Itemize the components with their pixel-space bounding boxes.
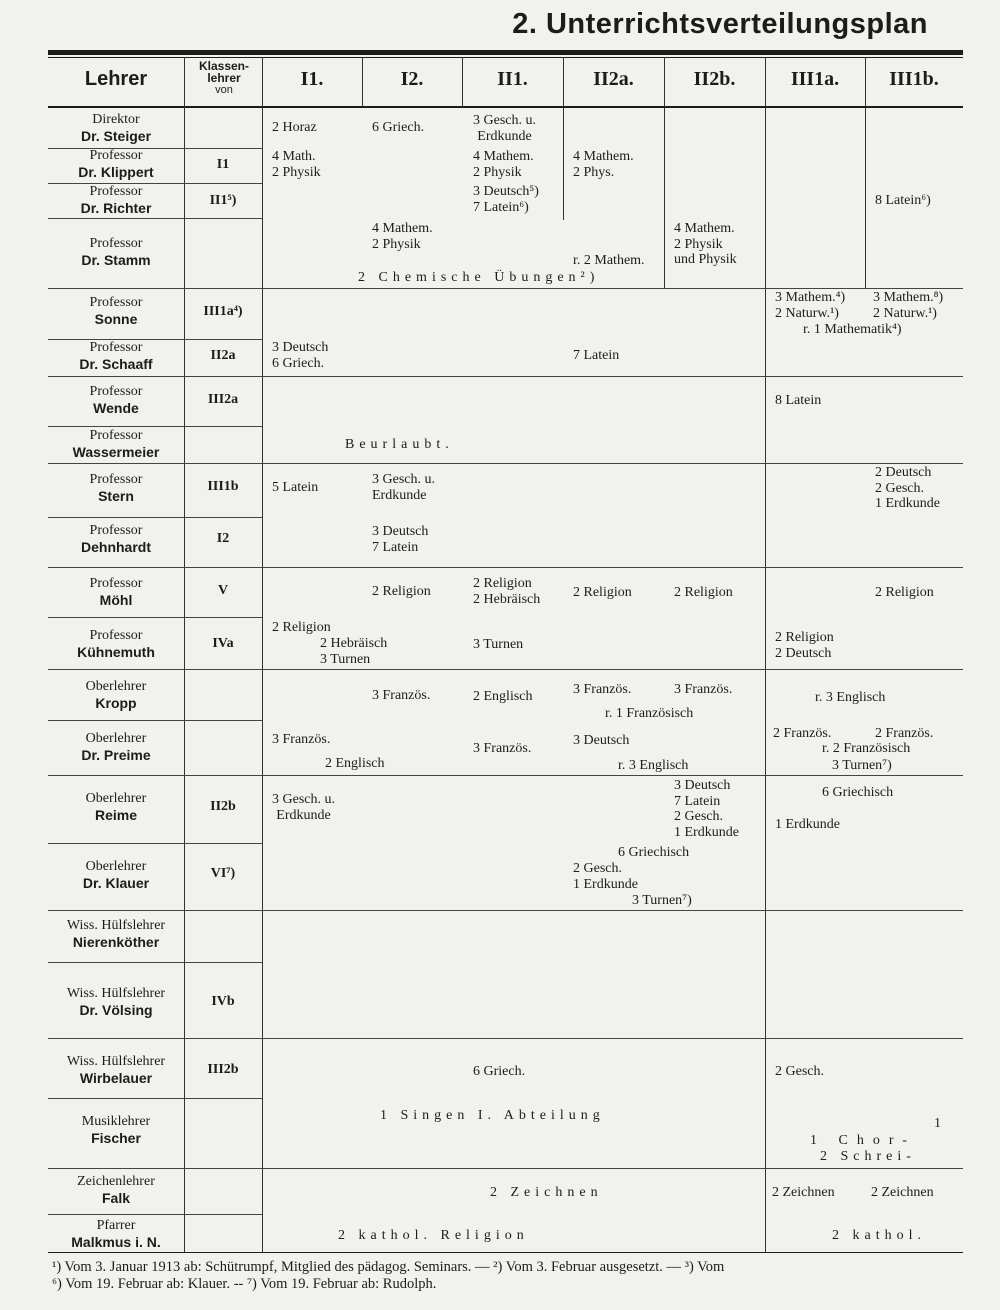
teacher-role: Direktor: [92, 112, 140, 127]
klassenlehrer-cell: II1⁵): [209, 193, 237, 208]
bottom-rule: [48, 1252, 963, 1253]
teacher-cell: [48, 918, 184, 950]
teacher-name: Dr. Völsing: [79, 1002, 153, 1018]
teacher-name: Wende: [93, 400, 139, 416]
top-rule: [48, 50, 963, 55]
col-line: [765, 57, 766, 1252]
schedule-entry: 2 Zeichnen: [490, 1185, 603, 1200]
schedule-entry: 7 Latein: [573, 348, 620, 363]
teacher-role: Professor: [89, 184, 143, 199]
schedule-entry: 2 Zeichnen: [772, 1185, 835, 1200]
teacher-cell: [48, 576, 184, 608]
schedule-entry: 1 Chor-: [810, 1133, 916, 1148]
col-line: [362, 57, 363, 107]
teacher-name: Dr. Preime: [81, 747, 151, 763]
row-line: [48, 962, 262, 963]
row-line: [48, 1038, 963, 1039]
teacher-role: Zeichenlehrer: [77, 1174, 155, 1189]
teacher-role: Professor: [89, 472, 143, 487]
schedule-entry: 2 Schrei-: [820, 1149, 916, 1164]
teacher-cell: [48, 236, 184, 268]
schedule-entry: 2 Religion: [272, 620, 331, 635]
teacher-role: Oberlehrer: [85, 859, 147, 874]
schedule-entry: 3 Turnen⁷): [832, 758, 892, 773]
schedule-entry: 2 Englisch: [325, 756, 385, 771]
schedule-entry: 2 Gesch. 1 Erdkunde: [573, 861, 638, 892]
schedule-entry: 2 Religion: [372, 584, 431, 599]
teacher-role: Oberlehrer: [85, 731, 147, 746]
teacher-cell: [48, 523, 184, 555]
schedule-entry: 2 Religion 2 Deutsch: [775, 630, 834, 661]
schedule-entry: 2 Religion: [573, 585, 632, 600]
schedule-entry: 5 Latein: [272, 480, 319, 495]
header-class-i1: I1.: [300, 68, 324, 90]
teacher-name: Wirbelauer: [79, 1070, 153, 1086]
row-line: [48, 1098, 262, 1099]
schedule-entry: 2 Horaz: [272, 120, 317, 135]
schedule-entry: 2 Zeichnen: [871, 1185, 934, 1200]
row-line: [48, 669, 963, 670]
col-line: [865, 108, 866, 288]
teacher-name: Dr. Schaaff: [79, 356, 153, 372]
schedule-entry: 2 Religion: [875, 585, 934, 600]
header-class-iii1b: III1b.: [889, 68, 939, 90]
teacher-role: Wiss. Hülfslehrer: [66, 986, 166, 1001]
row-line: [48, 1214, 262, 1215]
schedule-entry: 6 Griechisch: [822, 785, 894, 800]
klassenlehrer-cell: II2a: [210, 348, 236, 363]
klassenlehrer-cell: V: [217, 583, 229, 598]
teacher-role: Professor: [89, 428, 143, 443]
top-rule-thin: [48, 57, 963, 58]
teacher-name: Nierenköther: [72, 934, 160, 950]
schedule-entry: 3 Mathem.⁴) 2 Naturw.¹): [775, 290, 846, 321]
teacher-cell: [48, 295, 184, 327]
header-class-ii2b: II2b.: [693, 68, 736, 90]
teacher-role: Wiss. Hülfslehrer: [66, 1054, 166, 1069]
schedule-entry: 3 Gesch. u. Erdkunde: [372, 472, 435, 503]
teacher-role: Wiss. Hülfslehrer: [66, 918, 166, 933]
schedule-entry: 3 Turnen⁷): [632, 893, 692, 908]
teacher-name: Falk: [101, 1190, 130, 1206]
teacher-name: Stern: [98, 488, 134, 504]
klassenlehrer-cell: III1a⁴): [203, 304, 243, 319]
schedule-entry: 2 Religion 2 Hebräisch: [473, 576, 541, 607]
teacher-role: Oberlehrer: [85, 679, 147, 694]
schedule-entry: 3 Turnen: [473, 637, 524, 652]
schedule-entry: 6 Griech.: [372, 120, 425, 135]
schedule-entry: 6 Griechisch: [618, 845, 690, 860]
teacher-cell: [48, 731, 184, 763]
schedule-entry: 8 Latein⁶): [875, 193, 931, 208]
teacher-role: Professor: [89, 148, 143, 163]
header-klassenlehrer-2: lehrer: [207, 71, 241, 85]
schedule-entry: 2 Französ.: [875, 726, 934, 741]
schedule-entry: r. 3 Englisch: [618, 758, 689, 773]
schedule-entry: r. 1 Mathematik⁴): [803, 322, 902, 337]
schedule-entry: 8 Latein: [775, 393, 822, 408]
row-line: [48, 218, 262, 219]
klassenlehrer-cell: I2: [216, 531, 230, 546]
teacher-cell: [48, 384, 184, 416]
teacher-role: Professor: [89, 523, 143, 538]
klassenlehrer-cell: IVb: [211, 994, 235, 1009]
schedule-entry: 3 Deutsch 6 Griech.: [272, 340, 329, 371]
klassenlehrer-cell: III2a: [207, 392, 239, 407]
header-lehrer: Lehrer: [84, 68, 148, 90]
col-line: [563, 57, 564, 107]
schedule-entry: 2 kathol.: [832, 1228, 926, 1243]
schedule-entry: 1: [934, 1116, 941, 1131]
klassenlehrer-cell: III2b: [207, 1062, 239, 1077]
col-line: [664, 57, 665, 107]
row-line: [48, 617, 262, 618]
teacher-name: Wassermeier: [72, 444, 160, 460]
footnote-line-2: ⁶) Vom 19. Februar ab: Klauer. -- ⁷) Vom 19. Februar ab: Rudolph.: [52, 1276, 437, 1292]
header-class-iii1a: III1a.: [790, 68, 840, 90]
col-line: [664, 108, 665, 288]
row-line: [48, 288, 963, 289]
schedule-entry: 2 Französ.: [773, 726, 832, 741]
teacher-cell: [48, 340, 184, 372]
teacher-name: Sonne: [94, 311, 138, 327]
schedule-entry: 3 Deutsch 7 Latein: [372, 524, 429, 555]
teacher-role: Musiklehrer: [81, 1114, 151, 1129]
header-rule: [48, 106, 963, 108]
row-line: [48, 843, 262, 844]
teacher-role: Professor: [89, 295, 143, 310]
row-line: [48, 463, 963, 464]
schedule-entry: 3 Französ.: [674, 682, 733, 697]
header-class-ii1: II1.: [497, 68, 528, 90]
col-line: [563, 108, 564, 220]
schedule-entry: 4 Mathem. 2 Phys.: [573, 149, 634, 180]
teacher-cell: [48, 148, 184, 180]
teacher-name: Dr. Richter: [80, 200, 152, 216]
row-line: [48, 775, 963, 776]
teacher-role: Professor: [89, 236, 143, 251]
teacher-name: Kühnemuth: [77, 644, 155, 660]
schedule-entry: 3 Französ.: [473, 741, 532, 756]
schedule-entry: 2 Deutsch 2 Gesch. 1 Erdkunde: [875, 465, 940, 511]
row-line: [48, 567, 963, 568]
klassenlehrer-cell: I1: [216, 157, 230, 172]
schedule-entry: 2 kathol. Religion: [338, 1228, 529, 1243]
schedule-entry: 3 Deutsch: [573, 733, 630, 748]
teacher-cell: [48, 1218, 184, 1250]
row-line: [48, 517, 262, 518]
row-line: [48, 426, 262, 427]
teacher-cell: [48, 428, 184, 460]
teacher-role: Pfarrer: [96, 1218, 136, 1233]
teacher-cell: [48, 472, 184, 504]
footnote-line-1: ¹) Vom 3. Januar 1913 ab: Schütrumpf, Mitglied des pädagog. Seminars. — ²) Vom 3. Februar ausgesetzt. — ³) Vom: [52, 1259, 725, 1275]
klassenlehrer-cell: II2b: [210, 799, 236, 814]
schedule-entry: r. 2 Mathem.: [573, 253, 645, 268]
schedule-entry: 3 Gesch. u. Erdkunde: [272, 792, 335, 823]
schedule-entry: 4 Math. 2 Physik: [272, 149, 321, 180]
schedule-entry: r. 2 Französisch: [822, 741, 911, 756]
schedule-entry: 4 Mathem. 2 Physik und Physik: [674, 221, 737, 267]
teacher-cell: [48, 1174, 184, 1206]
teacher-name: Kropp: [95, 695, 137, 711]
row-line: [48, 720, 262, 721]
teacher-name: Fischer: [91, 1130, 141, 1146]
teacher-cell: [48, 1114, 184, 1146]
teacher-cell: [48, 679, 184, 711]
teacher-cell: [48, 628, 184, 660]
schedule-entry: Beurlaubt.: [345, 437, 454, 452]
schedule-entry: 3 Französ.: [372, 688, 431, 703]
schedule-entry: 3 Französ.: [573, 682, 632, 697]
teacher-role: Professor: [89, 576, 143, 591]
schedule-entry: 2 Gesch.: [775, 1064, 824, 1079]
teacher-cell: [48, 1054, 184, 1086]
teacher-name: Dr. Stamm: [81, 252, 151, 268]
schedule-entry: 4 Mathem. 2 Physik: [473, 149, 534, 180]
row-line: [48, 910, 963, 911]
header-von: von: [215, 84, 233, 96]
schedule-entry: 1 Erdkunde: [775, 817, 840, 832]
schedule-entry: r. 3 Englisch: [815, 690, 886, 705]
col-line: [865, 57, 866, 107]
teacher-name: Dr. Klippert: [78, 164, 154, 180]
teacher-role: Professor: [89, 628, 143, 643]
page-title: 2. Unterrichtsverteilungsplan: [512, 8, 928, 40]
teacher-role: Professor: [89, 384, 143, 399]
schedule-entry: 6 Griech.: [473, 1064, 526, 1079]
schedule-entry: 3 Französ.: [272, 732, 331, 747]
header-class-i2: I2.: [400, 68, 424, 90]
schedule-entry: 2 Englisch: [473, 689, 533, 704]
teacher-cell: [48, 986, 184, 1018]
schedule-entry: 2 Chemische Übungen²): [358, 270, 600, 285]
teacher-role: Oberlehrer: [85, 791, 147, 806]
schedule-entry: 4 Mathem. 2 Physik: [372, 221, 433, 252]
schedule-entry: 3 Gesch. u. Erdkunde: [473, 113, 536, 144]
klassenlehrer-cell: IVa: [212, 636, 234, 651]
teacher-name: Reime: [94, 807, 138, 823]
schedule-entry: 3 Deutsch 7 Latein 2 Gesch. 1 Erdkunde: [674, 778, 739, 840]
klassenlehrer-cell: VI⁷): [210, 866, 236, 881]
teacher-name: Möhl: [99, 592, 133, 608]
teacher-role: Professor: [89, 340, 143, 355]
teacher-cell: [48, 859, 184, 891]
klassenlehrer-cell: III1b: [207, 479, 239, 494]
teacher-cell: [48, 112, 184, 144]
schedule-entry: 2 Hebräisch 3 Turnen: [320, 636, 388, 667]
header-class-ii2a: II2a.: [593, 68, 634, 90]
teacher-cell: [48, 184, 184, 216]
schedule-entry: 3 Deutsch⁵) 7 Latein⁶): [473, 184, 539, 215]
header-klassenlehrer: [186, 60, 262, 96]
schedule-entry: r. 1 Französisch: [605, 706, 694, 721]
col-line: [462, 57, 463, 107]
teacher-name: Dr. Klauer: [82, 875, 150, 891]
row-line: [48, 1168, 963, 1169]
teacher-name: Malkmus i. N.: [71, 1234, 161, 1250]
teacher-name: Dehnhardt: [81, 539, 151, 555]
teacher-name: Dr. Steiger: [80, 128, 152, 144]
row-line: [48, 376, 963, 377]
teacher-cell: [48, 791, 184, 823]
schedule-entry: 3 Mathem.⁸) 2 Naturw.¹): [873, 290, 944, 321]
schedule-entry: 2 Religion: [674, 585, 733, 600]
header-klassenlehrer-1: Klassen-: [198, 59, 250, 73]
schedule-entry: 1 Singen I. Abteilung: [380, 1108, 605, 1123]
col-line: [262, 57, 263, 1252]
